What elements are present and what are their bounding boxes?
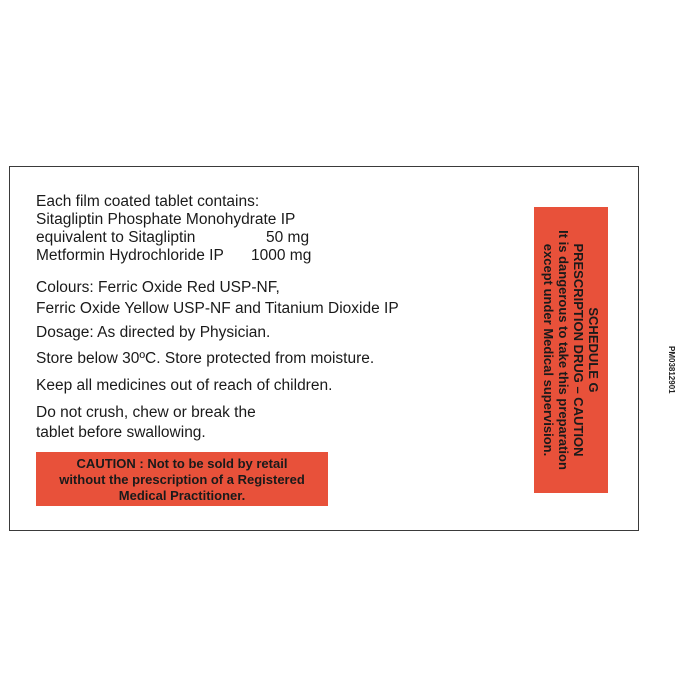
- swallow-line-2: tablet before swallowing.: [36, 424, 206, 441]
- schedule-g-box: [534, 207, 608, 493]
- caution-line-2: without the prescription of a Registered: [59, 472, 305, 487]
- composition-line-metformin: [36, 247, 311, 265]
- schedule-line-2: PRESCRIPTION DRUG – CAUTION: [571, 243, 586, 457]
- dosage-text: Dosage: As directed by Physician.: [36, 324, 271, 341]
- schedule-line-3: It is dangerous to take this preparation: [556, 230, 571, 470]
- metformin-name: Metformin Hydrochloride IP: [36, 247, 224, 264]
- metformin-qty: 1000 mg: [251, 247, 312, 264]
- keep-away-text: Keep all medicines out of reach of children.: [36, 377, 333, 394]
- colours-line-2: Ferric Oxide Yellow USP-NF and Titanium Dioxide IP: [36, 300, 399, 317]
- product-code: PM0381​2901: [667, 346, 676, 394]
- composition-heading: Each film coated tablet contains:: [36, 193, 260, 210]
- caution-box: [36, 452, 328, 506]
- storage-text: Store below 30ºC. Store protected from moisture.: [36, 350, 375, 367]
- caution-line-1: CAUTION : Not to be sold by retail: [76, 456, 288, 471]
- composition-line-sitagliptin: Sitagliptin Phosphate Monohydrate IP: [36, 211, 296, 228]
- caution-line-3: Medical Practitioner.: [118, 488, 246, 503]
- equivalent-name: equivalent to Sitagliptin: [36, 229, 196, 246]
- schedule-g-text: [534, 207, 608, 493]
- equivalent-qty: 50 mg: [266, 229, 310, 246]
- schedule-line-1: SCHEDULE G: [586, 307, 601, 393]
- composition-line-equivalent: [36, 229, 309, 247]
- colours-line-1: Colours: Ferric Oxide Red USP-NF,: [36, 279, 280, 296]
- schedule-line-4: except under Medical supervision.: [541, 243, 556, 457]
- swallow-line-1: Do not crush, chew or break the: [36, 404, 256, 421]
